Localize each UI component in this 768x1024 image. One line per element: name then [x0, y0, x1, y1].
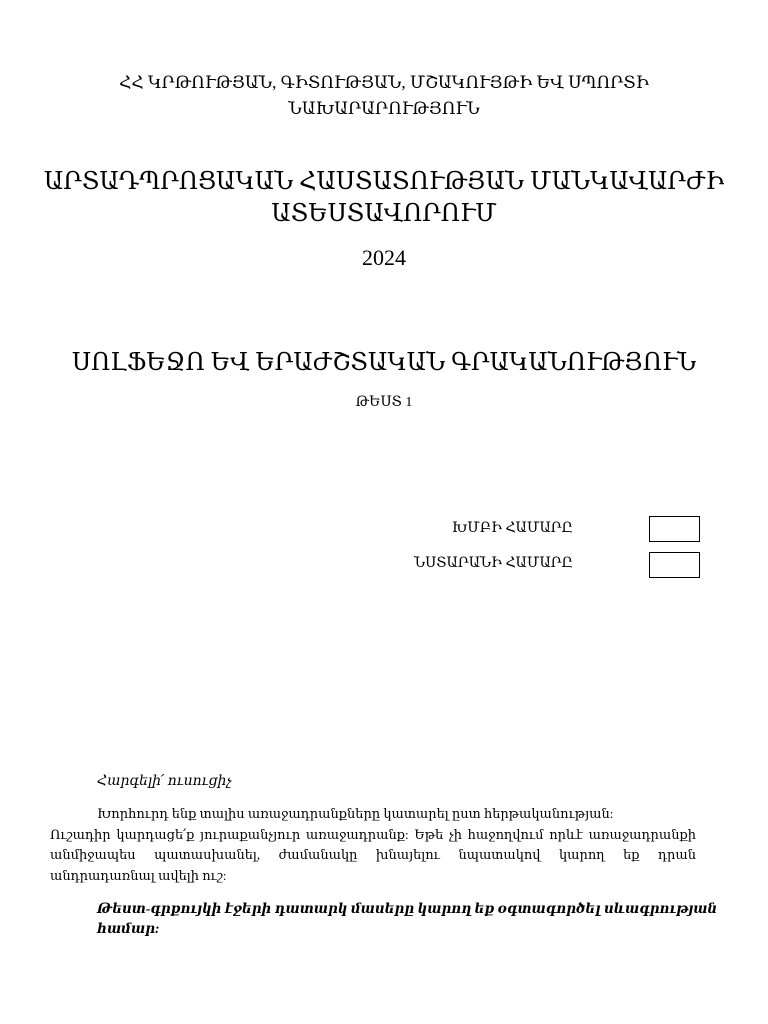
title-line-2: ԱՏԵՍՏԱՎՈՐՈՒՄ	[271, 201, 497, 227]
ministry-line-2: ՆԱԽԱՐԱՐՈՒԹՅՈՒՆ	[288, 99, 480, 118]
group-number-box[interactable]	[649, 516, 700, 542]
ministry-line-1: ՀՀ ԿՐԹՈՒԹՅԱՆ, ԳԻՏՈՒԹՅԱՆ, ՄՇԱԿՈՒՅԹԻ ԵՎ ՍՊՈՐՏԻ	[119, 73, 649, 92]
seat-number-box[interactable]	[649, 552, 700, 578]
subject-title: ՍՈԼՖԵՋՈ ԵՎ ԵՐԱԺՇՏԱԿԱՆ ԳՐԱԿԱՆՈՒԹՅՈՒՆ	[71, 350, 697, 376]
instruction-paragraph-2: Ուշադիր կարդացե՛ք յուրաքանչյուր առաջադրանք: Եթե չի հաջողվում որևէ առաջադրանքի անմիջապես պատասխանել, ժամանակը խնայելու նպատակով կարող եք դրան անդրադառնալ ավելի ուշ:	[50, 826, 696, 883]
greeting: Հարգելի՛ ուսուցիչ	[97, 774, 232, 789]
group-number-label: ԽՄԲԻ ՀԱՄԱՐԸ	[451, 521, 573, 536]
test-variant: ԹԵՍՏ 1	[355, 395, 413, 410]
title-line-1: ԱՐՏԱԴՊՐՈՑԱԿԱՆ ՀԱՍՏԱՏՈՒԹՅԱՆ ՄԱՆԿԱՎԱՐԺԻ	[43, 169, 725, 195]
seat-number-label: ՆՍՏԱՐԱՆԻ ՀԱՄԱՐԸ	[413, 556, 573, 571]
document-title	[0, 166, 768, 230]
instructions-block	[50, 804, 696, 886]
exam-year: 2024	[362, 245, 406, 270]
ministry-header	[0, 70, 768, 122]
draft-note: Թեստ-գրքույկի էջերի դատարկ մասերը կարող եք օգտագործել սևագրության համար:	[97, 901, 718, 936]
instruction-paragraph-1: Խորհուրդ ենք տալիս առաջադրանքները կատարել ըստ հերթականության:	[97, 806, 614, 821]
